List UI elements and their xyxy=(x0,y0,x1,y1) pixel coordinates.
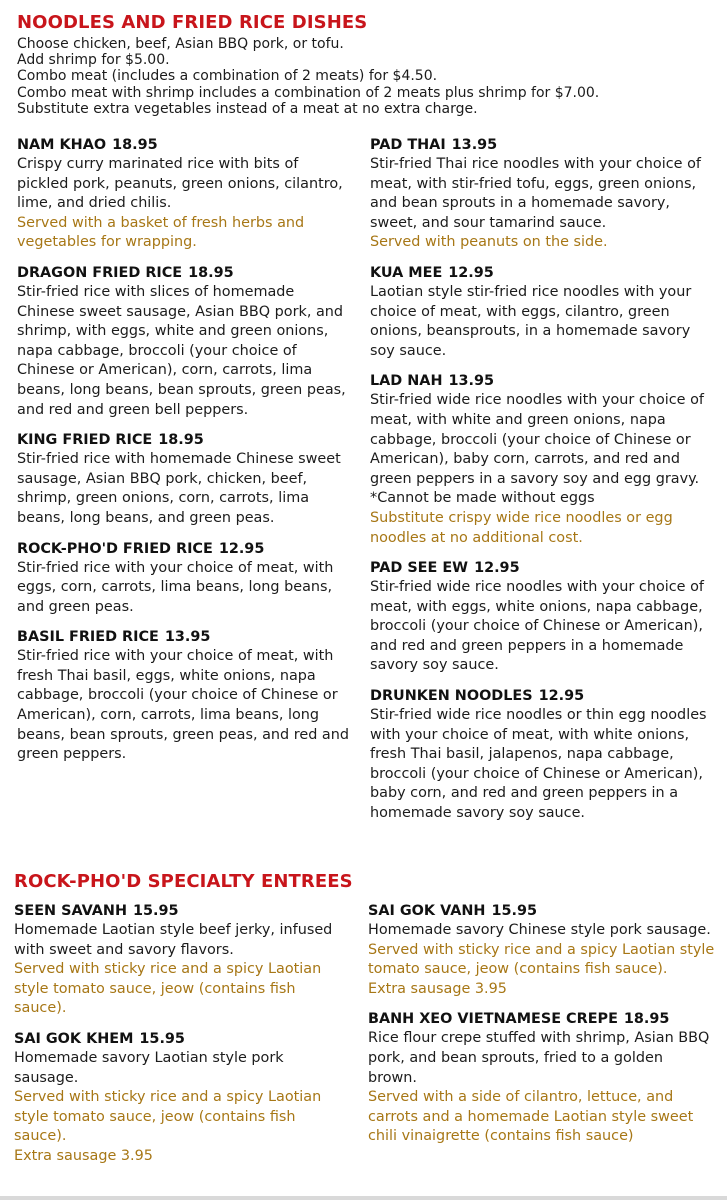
bottom-divider xyxy=(0,1196,727,1200)
menu-item-dragon-fried-rice xyxy=(17,263,353,420)
item-price: 13.95 xyxy=(448,373,495,390)
item-extra-price: Extra sausage 3.95 xyxy=(14,1147,153,1164)
item-note: Served with sticky rice and a spicy Laotian style tomato sauce, jeow (contains fish sauce). xyxy=(14,961,322,1017)
menu-item-lad-nah xyxy=(370,371,715,548)
item-description: Stir-fried rice with slices of homemade Chinese sweet sausage, Asian BBQ pork, and shrimp, with eggs, white and green onions, napa cabbage, broccoli (your choice of Chinese or American), corn, carrots, lima beans, long beans, bean sprouts, green peas, and red and green bell peppers. xyxy=(17,283,346,418)
menu-item-kua-mee xyxy=(370,263,715,361)
menu-item-drunken-noodles xyxy=(370,686,715,824)
item-name: KUA MEE xyxy=(370,264,443,281)
item-heading xyxy=(17,263,353,283)
specialty-section-title: ROCK-PHO'D SPECIALTY ENTREES xyxy=(14,871,353,892)
menu-item-rock-phod-fried-rice xyxy=(17,539,353,618)
item-description: Stir-fried rice with your choice of meat, with eggs, corn, carrots, lima beans, long beans, and green peas. xyxy=(17,559,334,615)
item-name: NAM KHAO xyxy=(17,137,107,153)
menu-item-pad-see-ew xyxy=(370,558,715,676)
item-heading xyxy=(14,1029,352,1049)
noodles-left-column xyxy=(17,135,353,775)
item-price: 12.95 xyxy=(538,688,585,705)
item-price: 18.95 xyxy=(112,137,158,153)
item-name: BANH XEO VIETNAMESE CREPE xyxy=(368,1011,618,1028)
item-price: 15.95 xyxy=(133,903,179,919)
item-note: Served with sticky rice and a spicy Laotian style tomato sauce, jeow (contains fish sauce). xyxy=(368,941,715,978)
item-price: 12.95 xyxy=(448,264,494,281)
item-heading xyxy=(370,135,715,155)
menu-item-seen-savanh xyxy=(14,901,352,1019)
item-description: Homemade savory Chinese style pork sausage. xyxy=(368,922,711,938)
item-description: Stir-fried rice with homemade Chinese sweet sausage, Asian BBQ pork, chicken, beef, shrimp, green onions, corn, carrots, lima beans, long beans, and green peas. xyxy=(17,451,341,526)
intro-line: Substitute extra vegetables instead of a meat at no extra charge. xyxy=(17,100,478,117)
item-extra-price: Extra sausage 3.95 xyxy=(368,980,507,997)
item-description: Stir-fried wide rice noodles with your choice of meat, with eggs, white onions, napa cabbage, broccoli (your choice of Chinese or American), and red and green peppers in a homemade savory soy sauce. xyxy=(370,579,704,674)
item-heading xyxy=(368,1009,715,1029)
item-note: Served with a side of cilantro, lettuce, and carrots and a homemade Laotian style sweet chili vinaigrette (contains fish sauce) xyxy=(368,1089,694,1145)
item-name: DRUNKEN NOODLES xyxy=(370,688,533,705)
item-price: 18.95 xyxy=(158,432,204,449)
menu-item-nam-khao xyxy=(17,135,353,253)
item-description: Stir-fried rice with your choice of meat, with fresh Thai basil, eggs, white onions, napa cabbage, broccoli (your choice of Chinese or American), corn, carrots, lima beans, long beans, bean sprouts, green peas, and red and green peppers. xyxy=(17,648,349,763)
item-heading xyxy=(368,901,715,921)
noodles-right-column xyxy=(370,135,715,834)
specialty-left-column xyxy=(14,901,352,1177)
item-price: 15.95 xyxy=(491,903,537,919)
item-name: KING FRIED RICE xyxy=(17,432,153,449)
item-description: Stir-fried wide rice noodles or thin egg noodles with your choice of meat, with white onions, fresh Thai basil, jalapenos, napa cabbage, broccoli (your choice of Chinese or American), baby corn, and red and green peppers in a homemade savory soy sauce. xyxy=(370,707,707,822)
item-heading xyxy=(370,558,715,578)
menu-item-king-fried-rice xyxy=(17,430,353,528)
menu-item-pad-thai xyxy=(370,135,715,253)
item-price: 12.95 xyxy=(474,560,520,577)
item-heading xyxy=(14,901,352,921)
item-heading xyxy=(370,263,715,283)
item-description: Rice flour crepe stuffed with shrimp, Asian BBQ pork, and bean sprouts, fried to a golden brown. xyxy=(368,1030,710,1086)
item-heading xyxy=(370,371,715,391)
item-name: SAI GOK KHEM xyxy=(14,1030,134,1047)
noodles-intro xyxy=(17,36,717,117)
item-name: PAD THAI xyxy=(370,137,446,153)
item-name: SAI GOK VANH xyxy=(368,903,486,919)
intro-line: Add shrimp for $5.00. xyxy=(17,52,170,69)
item-note: Served with sticky rice and a spicy Laotian style tomato sauce, jeow (contains fish sauce). xyxy=(14,1089,322,1145)
item-name: ROCK-PHO'D FRIED RICE xyxy=(17,540,213,557)
item-note: Substitute crispy wide rice noodles or egg noodles at no additional cost. xyxy=(370,509,673,546)
item-description: Crispy curry marinated rice with bits of pickled pork, peanuts, green onions, cilantro, lime, and dried chilis. xyxy=(17,156,343,212)
item-name: LAD NAH xyxy=(370,373,443,390)
item-name: DRAGON FRIED RICE xyxy=(17,264,183,281)
item-price: 18.95 xyxy=(623,1011,670,1028)
item-description: Homemade Laotian style beef jerky, infused with sweet and savory flavors. xyxy=(14,922,333,958)
item-heading xyxy=(17,135,353,155)
item-description: Stir-fried Thai rice noodles with your choice of meat, with stir-fried tofu, eggs, green onions, and bean sprouts in a homemade savory, sweet, and sour tamarind sauce. xyxy=(370,156,701,231)
item-description: Laotian style stir-fried rice noodles with your choice of meat, with eggs, cilantro, green onions, beansprouts, in a homemade savory soy sauce. xyxy=(370,283,692,359)
menu-item-sai-gok-khem xyxy=(14,1029,352,1167)
item-name: BASIL FRIED RICE xyxy=(17,629,159,646)
item-name: SEEN SAVANH xyxy=(14,903,127,919)
item-heading xyxy=(370,686,715,706)
menu-item-banh-xeo xyxy=(368,1009,715,1147)
noodles-section-title: NOODLES AND FRIED RICE DISHES xyxy=(17,12,368,33)
item-description: Homemade savory Laotian style pork sausage. xyxy=(14,1049,284,1086)
intro-line: Choose chicken, beef, Asian BBQ pork, or tofu. xyxy=(17,36,344,52)
menu-item-basil-fried-rice xyxy=(17,627,353,765)
item-name: PAD SEE EW xyxy=(370,560,469,577)
item-description: Stir-fried wide rice noodles with your choice of meat, with white and green onions, napa cabbage, broccoli (your choice of Chinese or American), baby corn, carrots, and red and green peppers in a savory soy and egg gravy. xyxy=(370,392,704,487)
item-price: 13.95 xyxy=(451,137,498,153)
specialty-right-column xyxy=(368,901,715,1157)
item-heading xyxy=(17,627,353,647)
item-price: 13.95 xyxy=(164,629,211,646)
item-note: Served with a basket of fresh herbs and vegetables for wrapping. xyxy=(17,214,305,251)
item-heading xyxy=(17,430,353,450)
item-heading xyxy=(17,539,353,559)
intro-line: Combo meat with shrimp includes a combination of 2 meats plus shrimp for $7.00. xyxy=(17,84,600,101)
item-price: 18.95 xyxy=(188,264,234,281)
intro-line: Combo meat (includes a combination of 2 meats) for $4.50. xyxy=(17,68,438,85)
item-note: Served with peanuts on the side. xyxy=(370,234,608,251)
item-price: 15.95 xyxy=(139,1030,185,1047)
item-price: 12.95 xyxy=(218,540,265,557)
menu-item-sai-gok-vanh xyxy=(368,901,715,999)
item-caveat: *Cannot be made without eggs xyxy=(370,490,595,507)
